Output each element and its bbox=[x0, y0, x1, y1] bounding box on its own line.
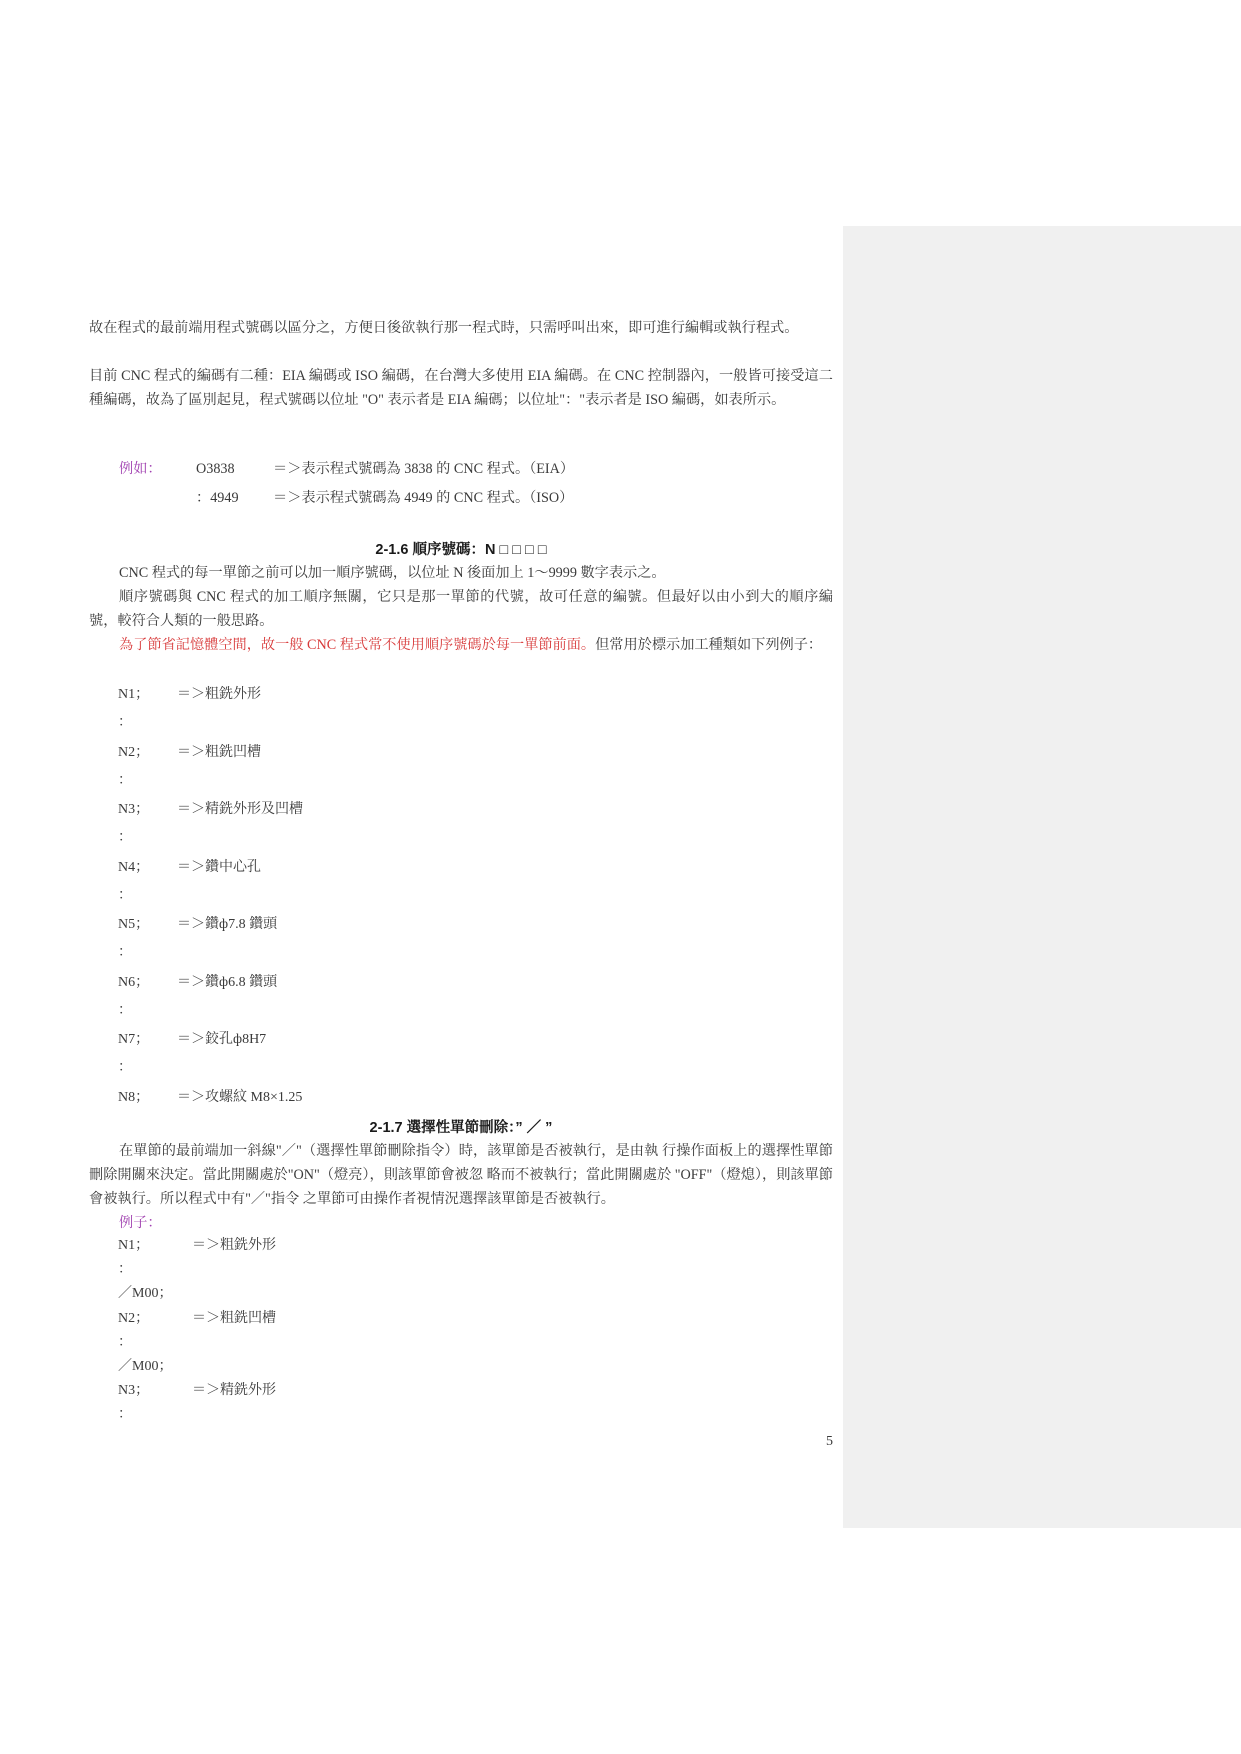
comment-pane bbox=[843, 226, 1241, 1528]
section-heading-2-1-7: 2-1.7 選擇性單節刪除：” ／ ” bbox=[369, 1120, 553, 1136]
example-code-1: O3838 bbox=[196, 461, 235, 477]
section-216-paragraph-3 bbox=[89, 633, 833, 657]
skip-example-line: N1； bbox=[118, 1238, 150, 1253]
sequence-item-description: ＝＞粗銑外形 bbox=[177, 687, 261, 702]
sequence-item-number: N7； bbox=[118, 1032, 150, 1047]
section-216-paragraph-3-rest: 但常用於標示加工種類如下列例子： bbox=[595, 637, 823, 653]
example-code-2: ：4949 bbox=[196, 490, 239, 506]
sequence-separator: ： bbox=[118, 715, 132, 730]
sequence-item-description: ＝＞精銑外形及凹槽 bbox=[177, 802, 303, 817]
skip-example-line: ： bbox=[118, 1262, 132, 1278]
sequence-separator: ： bbox=[118, 772, 132, 788]
sequence-item-number: N1； bbox=[118, 687, 150, 702]
sequence-separator: ： bbox=[118, 1060, 132, 1075]
sequence-item-number: N4； bbox=[118, 859, 150, 875]
section-heading-2-1-6: 2-1.6 順序號碼：N □ □ □ □ bbox=[375, 542, 547, 558]
sequence-item-description: ＝＞鑽ф7.8 鑽頭 bbox=[177, 917, 278, 932]
sequence-item-number: N2； bbox=[118, 744, 150, 760]
skip-example-description: ＝＞粗銑外形 bbox=[192, 1238, 276, 1253]
sequence-item-number: N8； bbox=[118, 1089, 150, 1105]
example-desc-1: ＝＞表示程式號碼為 3838 的 CNC 程式。（EIA） bbox=[273, 461, 575, 477]
intro-paragraph-2: 目前 CNC 程式的編碼有二種：EIA 編碼或 ISO 編碼，在台灣大多使用 EIA 編碼。在 CNC 控制器內，一般皆可接受這二種編碼，故為了區別起見，程式號碼以位址 "O" 表示者是 EIA 編碼；以位址"："表示者是 ISO 編碼，如表所示。 bbox=[89, 368, 833, 408]
skip-example-line: ／M00； bbox=[118, 1286, 173, 1302]
skip-example-description: ＝＞粗銑凹槽 bbox=[192, 1310, 276, 1326]
sequence-item-number: N5； bbox=[118, 917, 150, 932]
sequence-item-description: ＝＞攻螺紋 M8×1.25 bbox=[177, 1089, 303, 1105]
section-217-paragraph-1: 在單節的最前端加一斜線"／"（選擇性單節刪除指令）時，該單節是否被執行，是由執 行操作面板上的選擇性單節刪除開關來決定。當此開關處於"ON"（燈亮），則該單節會被忽 略而不被執行；當此開關處於 "OFF"（燈熄），則該單節會被執行。所以程式中有"／"指令 之單節可由操作者視情況選擇該單節是否被執行。 bbox=[89, 1143, 833, 1207]
sequence-item-number: N6； bbox=[118, 974, 150, 990]
example-desc-2: ＝＞表示程式號碼為 4949 的 CNC 程式。（ISO） bbox=[273, 490, 574, 506]
skip-example-line: ： bbox=[118, 1334, 132, 1350]
section-216-paragraph-1: CNC 程式的每一單節之前可以加一順序號碼，以位址 N 後面加上 1～9999 數字表示之。 bbox=[119, 565, 666, 581]
intro-paragraph-1: 故在程式的最前端用程式號碼以區分之，方便日後欲執行那一程式時，只需呼叫出來，即可進行編輯或執行程式。 bbox=[89, 320, 799, 336]
section-216-paragraph-2: 順序號碼與 CNC 程式的加工順序無關，它只是那一單節的代號，故可任意的編號。但最好以由小到大的順序編號，較符合人類的一般思路。 bbox=[89, 589, 833, 629]
page-number: 5 bbox=[826, 1434, 833, 1449]
skip-example-line: ： bbox=[118, 1407, 132, 1423]
sequence-item-description: ＝＞粗銑凹槽 bbox=[177, 744, 261, 760]
skip-example-line: N3； bbox=[118, 1383, 150, 1399]
sequence-item-number: N3； bbox=[118, 802, 150, 817]
sequence-separator: ： bbox=[118, 830, 132, 845]
skip-example-line: N2； bbox=[118, 1310, 150, 1326]
skip-example-description: ＝＞精銑外形 bbox=[192, 1383, 276, 1399]
sequence-separator: ： bbox=[118, 945, 132, 960]
sequence-item-description: ＝＞鉸孔ф8H7 bbox=[177, 1032, 267, 1047]
sequence-item-description: ＝＞鑽ф6.8 鑽頭 bbox=[177, 974, 278, 990]
sequence-separator: ： bbox=[118, 1002, 132, 1018]
sequence-item-description: ＝＞鑽中心孔 bbox=[177, 859, 261, 875]
example-label-2: 例子： bbox=[119, 1215, 162, 1231]
example-label: 例如： bbox=[119, 461, 162, 477]
red-highlight-text: 為了節省記憶體空間，故一般 CNC 程式常不使用順序號碼於每一單節前面。 bbox=[119, 637, 596, 653]
sequence-separator: ： bbox=[118, 887, 132, 903]
skip-example-line: ／M00； bbox=[118, 1359, 173, 1374]
